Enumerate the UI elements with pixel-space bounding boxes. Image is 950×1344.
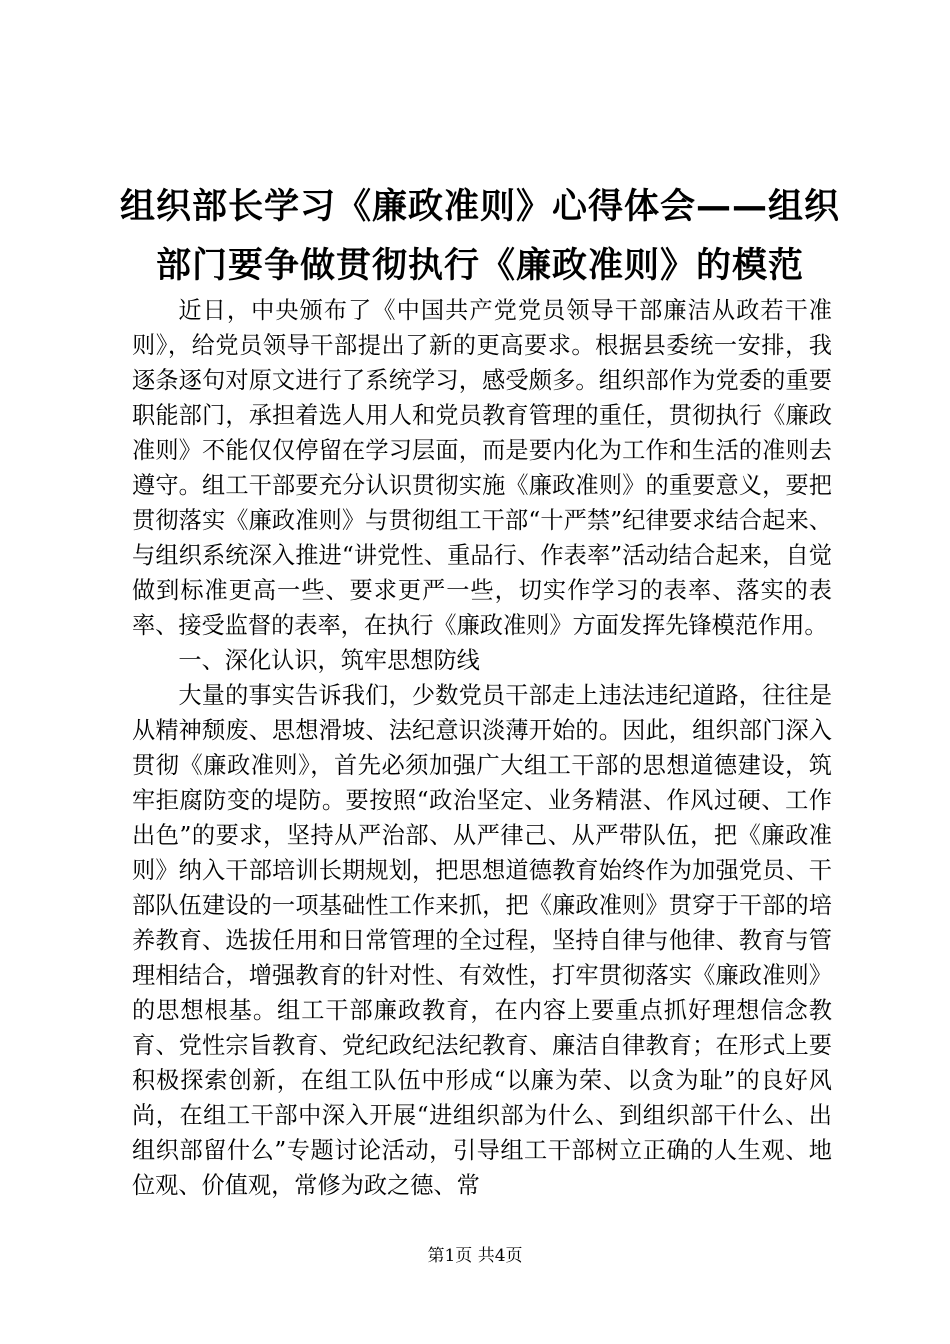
title-line-2: 部门要争做贯彻执行《廉政准则》的模范 [155, 246, 804, 286]
paragraph-intro: 近日，中央颁布了《中国共产党党员领导干部廉洁从政若干准则》，给党员领导干部提出了新的更高要求。根据县委统一安排，我逐条逐句对原文进行了系统学习，感受颇多。组织部作为党委的重要职能部门，承担着选人用人和党员教育管理的重任，贯彻执行《廉政准则》不能仅仅停留在学习层面，而是要内化为工作和生活的准则去遵守。组工干部要充分认识贯彻实施《廉政准则》的重要意义，要把贯彻落实《廉政准则》与贯彻组工干部“十严禁”纪律要求结合起来、与组织系统深入推进“讲党性、重品行、作表率”活动结合起来，自觉做到标准更高一些、要求更严一些，切实作学习的表率、落实的表率、接受监督的表率，在执行《廉政准则》方面发挥先锋模范作用。 [132, 297, 832, 639]
document-title [110, 178, 850, 296]
document-body [132, 293, 832, 1203]
page-footer: 第1页 共4页 [427, 1246, 523, 1266]
title-line-1: 组织部长学习《廉政准则》心得体会——组织 [119, 187, 840, 227]
section-heading-1: 一、深化认识，筑牢思想防线 [178, 647, 480, 674]
paragraph-section-1: 大量的事实告诉我们，少数党员干部走上违法违纪道路，往往是从精神颓废、思想滑坡、法纪意识淡薄开始的。因此，组织部门深入贯彻《廉政准则》，首先必须加强广大组工干部的思想道德建设，筑牢拒腐防变的堤防。要按照“政治坚定、业务精湛、作风过硬、工作出色”的要求，坚持从严治部、从严律己、从严带队伍，把《廉政准则》纳入干部培训长期规划，把思想道德教育始终作为加强党员、干部队伍建设的一项基础性工作来抓，把《廉政准则》贯穿于干部的培养教育、选拔任用和日常管理的全过程，坚持自律与他律、教育与管理相结合，增强教育的针对性、有效性，打牢贯彻落实《廉政准则》的思想根基。组工干部廉政教育，在内容上要重点抓好理想信念教育、党性宗旨教育、党纪政纪法纪教育、廉洁自律教育；在形式上要积极探索创新，在组工队伍中形成“以廉为荣、以贪为耻”的良好风尚，在组工干部中深入开展“进组织部为什么、到组织部干什么、出组织部留什么”专题讨论活动，引导组工干部树立正确的人生观、地位观、价值观，常修为政之德、常 [132, 682, 832, 1199]
